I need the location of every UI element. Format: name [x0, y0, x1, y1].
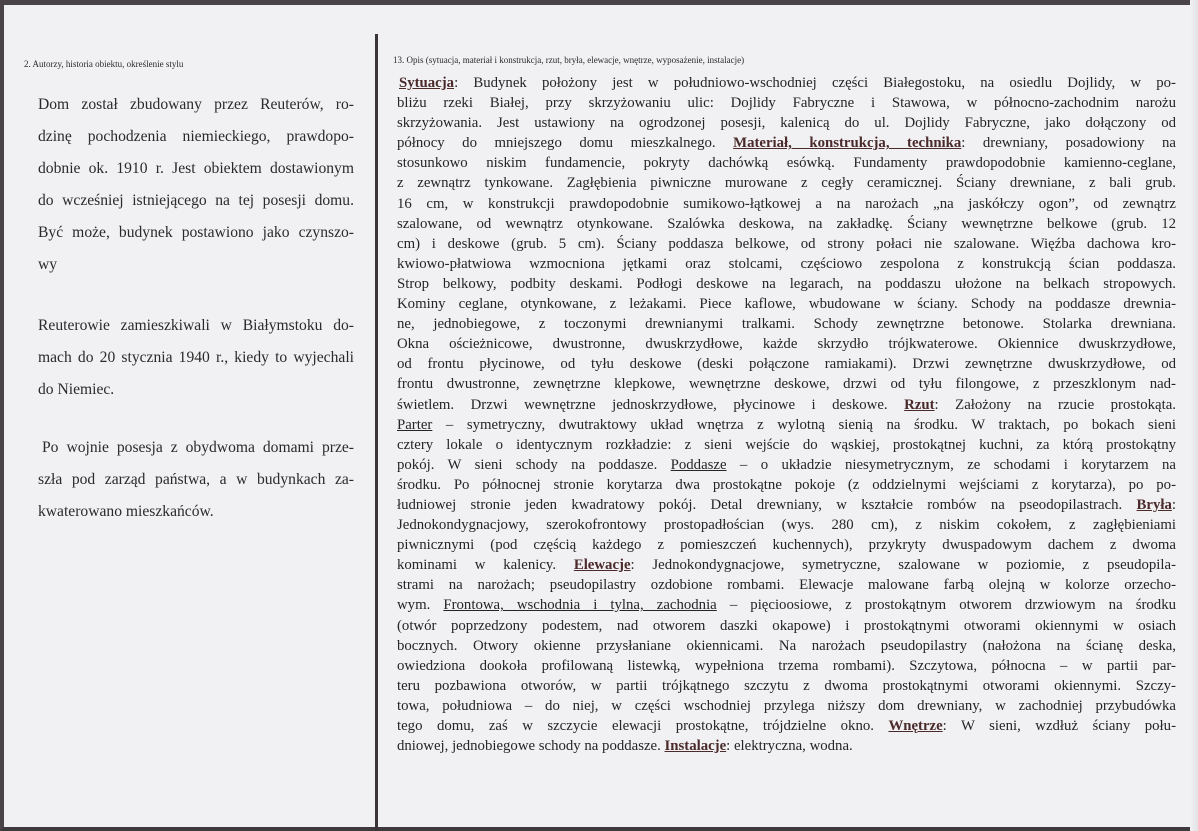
subheading-parter: Parter	[397, 416, 433, 433]
text-line: Okna ościeżnicowe, dwustronne, dwuskrzydłowe, każde skrzydło trójkwaterowe. Okiennice dwuskrzydłowe,	[397, 336, 1176, 353]
description-body	[397, 73, 1176, 756]
text-line: szła pod zarząd państwa, a w budynkach za-	[38, 471, 354, 488]
text-line: Reuterowie zamieszkiwali w Białymstoku do-	[38, 317, 354, 334]
text-line: mach do 20 stycznia 1940 r., kiedy to wyjechali	[38, 349, 354, 366]
heading-sytuacja: Sytuacja	[399, 75, 455, 91]
text-line: Parter – symetryczny, dwutraktowy układ wnętrza z wylotną sienią na środku. W traktach, po bokach sieni	[397, 416, 1176, 433]
text-line: Jednokondygnacjowy, szerokofrontowy prostopadłościan (wys. 280 cm), z niskim cokołem, z zagłębieniami	[397, 517, 1176, 534]
heading-wnetrze: Wnętrze	[888, 718, 943, 734]
text-line: dniowej, jednobiegowe schody na poddasze. Instalacje: elektryczna, wodna.	[397, 738, 853, 755]
text-line: stosunkowo niskim fundamencie, pokryty dachówką esówką. Fundamenty prawdopodobnie kamienno-ceglane,	[397, 155, 1176, 172]
heading-instalacje: Instalacje	[664, 738, 727, 755]
text-line: wy	[38, 256, 58, 273]
text-line: Być może, budynek postawiono jako czynszo-	[38, 224, 354, 241]
text-line: kwiowo-płatwiowa wzmocniona jętkami oraz stolcami, częściowo zespolona z konstrukcją ścian poddasza.	[397, 255, 1176, 272]
text-line: Po wojnie posesja z obydwoma domami prze-	[42, 439, 354, 456]
text-line: (otwór poprzedzony podestem, nad otworem daszki okapowe) i prostokątnymi otworami okiennymi w osiach	[397, 617, 1176, 634]
text-line: piwnicznymi (pod częścią każdego z pomieszczeń kuchennych), przykryty dwuspadowym dachem z dwoma	[397, 537, 1176, 554]
text-line: Strop belkowy, podbity deskami. Podłogi deskowe na legarach, na poddaszu ułożone na belkach stropowych.	[397, 275, 1176, 292]
text-line: skrzyżowania. Jest ustawiony na ogrodzonej posesji, kalenicą do ul. Dojlidy Fabryczne, jako dołączony od	[397, 115, 1176, 132]
text-line: środku. Po północnej stronie korytarza dwa prostokątne pokoje (z oddzielnymi wejściami z korytarza), po po-	[397, 476, 1176, 493]
text-line: północy do mniejszego domu mieszkalnego. Materiał, konstrukcja, technika: drewniany, posadowiony na	[397, 135, 1176, 152]
text-line: cztery lokale o identycznym rozkładzie: z sieni wejście do wąskiej, prostokątnej kuchni, za którą prostokątny	[397, 436, 1176, 453]
text-line: Sytuacja: Budynek położony jest w południowo-wschodniej części Białegostoku, na osiedlu Dojlidy, w po-	[399, 75, 1176, 91]
text-line: cm) i deskowe (grub. 5 cm). Ściany poddasza belkowe, od strony połaci nie szalowane. Więźba dachowa kro-	[397, 235, 1176, 252]
text-line: od frontu płycinowe, od tyłu deskowe (deski połączone ramiakami). Drzwi zewnętrzne dwuskrzydłowe, od	[397, 356, 1176, 373]
section-13-header: 13. Opis (sytuacja, materiał i konstrukcja, rzut, bryła, elewacje, wnętrze, wyposażenie, instalacje)	[393, 55, 745, 65]
heading-bryla: Bryła	[1136, 496, 1172, 513]
text-line: bocznych. Otwory okienne przysłaniane okiennicami. Na narożach pseudopilastry (nałożona na ścianę deska,	[397, 637, 1176, 654]
text-line: wym. Frontowa, wschodnia i tylna, zachodnia – pięcioosiowe, z prostokątnym otworem drzwiowym na środku	[397, 597, 1176, 614]
sheet-edge	[1190, 0, 1198, 831]
text-line: łudniowej stronie jeden kwadratowy pokój. Detal drewniany, w kształcie rombów na pseodopilastrach. Bryła:	[397, 496, 1176, 513]
text-line: bliżu rzeki Białej, przy skrzyżowaniu ulic: Dojlidy Fabryczne i Stawowa, w północno-zachodnim narożu	[397, 95, 1176, 112]
heading-material: Materiał, konstrukcja, technika	[733, 135, 962, 152]
subheading-frontowa: Frontowa, wschodnia i tylna, zachodnia	[443, 597, 717, 614]
text-line: towa, południowa – do niej, w części wschodniej przylega niższy dom drewniany, w zachodniej przybudówka	[397, 697, 1176, 714]
text-line: dobnie ok. 1910 r. Jest obiektem dostawionym	[38, 160, 354, 177]
text-line: dzinę pochodzenia niemieckiego, prawdopo-	[38, 128, 354, 145]
text-line: kwaterowano mieszkańców.	[38, 503, 214, 520]
text-line: z zewnątrz tynkowane. Zagłębienia piwniczne murowane z cegły ceramicznej. Ściany drewniane, z bali grub.	[397, 175, 1176, 192]
left-column-history	[0, 0, 375, 831]
text-line: ne, jednobiegowe, z toczonymi drewnianymi tralkami. Schody zewnętrzne betonowe. Stolarka drewniana.	[397, 316, 1176, 333]
subheading-poddasze: Poddasze	[670, 456, 727, 473]
right-column-description	[378, 0, 1190, 831]
text-line: owiedziona dookoła profilowaną listewką, wypełniona trzema rombami). Szczytowa, północna – w partii par-	[397, 657, 1176, 674]
text-line: Kominy ceglane, otynkowane, z leżakami. Piece kaflowe, wbudowane w ściany. Schody na poddasze drewnia-	[397, 296, 1176, 313]
text-line: pokój. W sieni schody na poddasze. Poddasze – o układzie niesymetrycznym, ze schodami i korytarzem na	[397, 456, 1176, 473]
history-paragraph-3	[38, 432, 354, 528]
text-line: świetlem. Drzwi wewnętrzne jednoskrzydłowe, płycinowe i deskowe. Rzut: Założony na rzucie prostokąta.	[397, 396, 1176, 413]
heading-rzut: Rzut	[904, 396, 935, 413]
heading-elewacje: Elewacje	[573, 557, 631, 574]
history-paragraph-1	[38, 89, 354, 281]
text-line: Dom został zbudowany przez Reuterów, ro-	[38, 96, 354, 113]
text-line: 16 cm, w konstrukcji prawdopodobnie sumikowo-łątkowej a na narożach „na jaskółczy ogon”, od zewnątrz	[397, 195, 1176, 212]
text-line: do Niemiec.	[38, 381, 115, 398]
text-line: tego domu, zaś w szczycie elewacji prostokątne, trójdzielne okno. Wnętrze: W sieni, wzdłuż ściany połu-	[397, 718, 1176, 734]
text-line: frontu dwustronne, zewnętrzne klepkowe, wewnętrzne deskowe, drzwi od tyłu filongowe, z przeszklonym nad-	[397, 376, 1176, 393]
section-2-header: 2. Autorzy, historia obiektu, określenie stylu	[24, 59, 184, 69]
text-line: kominami w kalenicy. Elewacje: Jednokondygnacjowe, symetryczne, szalowane w poziomie, z pseudopila-	[397, 557, 1176, 574]
text-line: szalowane, od wewnątrz otynkowane. Szalówka deskowa, na zakładkę. Ściany wewnętrzne belkowe (grub. 12	[397, 215, 1176, 232]
text-line: do wcześniej istniejącego na tej posesji domu.	[38, 192, 354, 209]
text-line: teru pozbawiona otworów, w partii trójkątnego szczytu z dwoma prostokątnymi otworami okiennymi. Szczy-	[397, 677, 1176, 694]
history-paragraph-2	[38, 310, 354, 406]
text-line: strami na narożach; pseudopilastry ozdobione rombami. Elewacje malowane farbą olejną w kolorze orzecho-	[397, 577, 1176, 594]
